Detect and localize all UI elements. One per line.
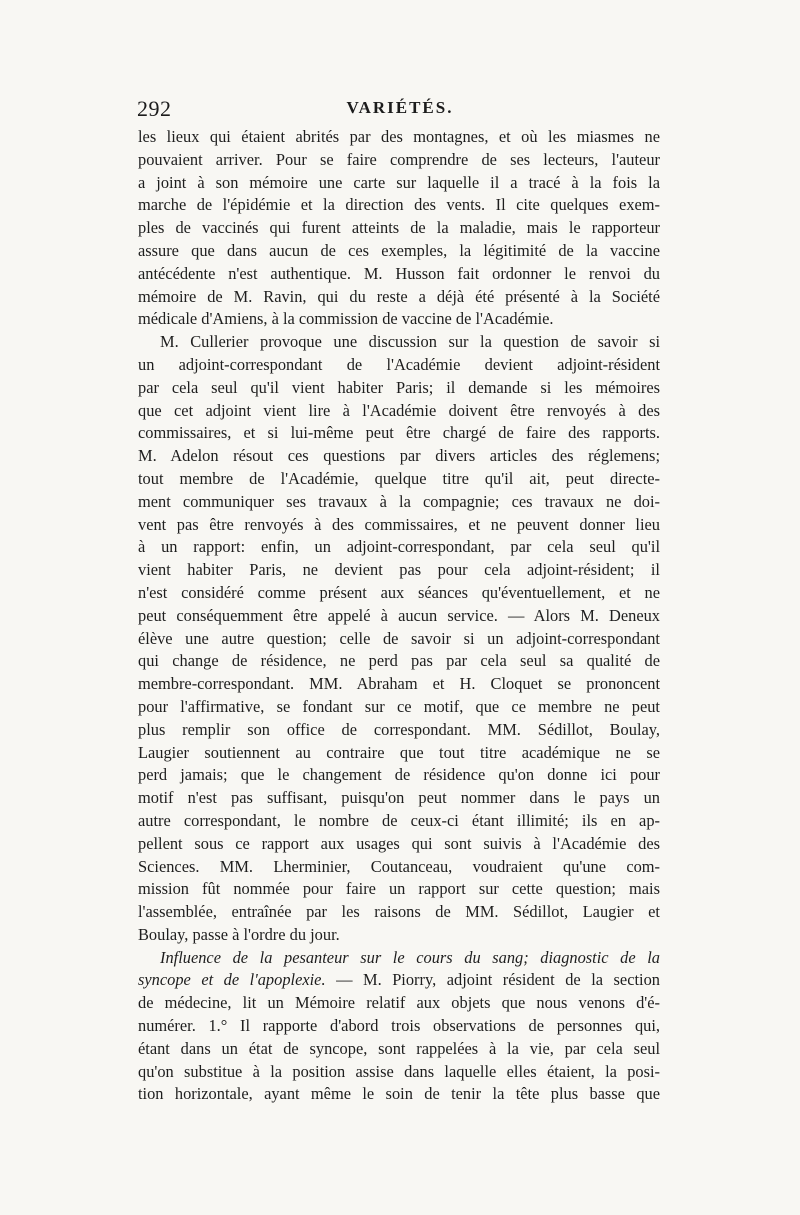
line-text: mémoire de M. Ravin, qui du reste a déjà été présenté à la Société [138, 286, 660, 306]
text-line [138, 263, 660, 286]
text-line [138, 126, 660, 149]
text-line [138, 514, 660, 537]
text-line [138, 901, 660, 924]
text-line [138, 628, 660, 651]
line-text: médicale d'Amiens, à la commission de vaccine de l'Académie. [138, 309, 554, 329]
text-line [138, 787, 660, 810]
line-text: un adjoint-correspondant de l'Académie devient adjoint-résident [138, 354, 660, 374]
text-line [138, 491, 660, 514]
text-line [138, 445, 660, 468]
line-text: qu'on substitue à la position assise dans laquelle elles étaient, la posi- [138, 1061, 660, 1081]
text-line [138, 673, 660, 696]
text-line [138, 878, 660, 901]
line-text: tout membre de l'Académie, quelque titre qu'il ait, peut directe- [138, 468, 660, 488]
text-line [138, 969, 660, 992]
text-line [138, 924, 660, 947]
line-text: ples de vaccinés qui furent atteints de la maladie, mais le rapporteur [138, 218, 660, 238]
page-header [137, 96, 663, 126]
line-text: que cet adjoint vient lire à l'Académie doivent être renvoyés à des [138, 400, 660, 420]
text-line [138, 1061, 660, 1084]
text-line [138, 1015, 660, 1038]
text-line [138, 194, 660, 217]
page-number: 292 [137, 96, 172, 121]
text-line [138, 468, 660, 491]
text-line [138, 696, 660, 719]
text-line [138, 582, 660, 605]
line-text: — M. Piorry, adjoint résident de la section [325, 970, 660, 990]
text-line [138, 536, 660, 559]
body-text [138, 126, 660, 1106]
text-line [138, 764, 660, 787]
text-line [138, 422, 660, 445]
line-text: tion horizontale, ayant même le soin de tenir la tête plus basse que [138, 1084, 660, 1104]
text-line [138, 217, 660, 240]
line-text: les lieux qui étaient abrités par des montagnes, et où les miasmes ne [138, 127, 660, 146]
line-text: Laugier soutiennent au contraire que tout titre académique ne se [138, 742, 660, 762]
text-line [138, 308, 660, 331]
line-text: numérer. 1.° Il rapporte d'abord trois observations de personnes qui, [138, 1016, 660, 1036]
text-line [138, 286, 660, 309]
text-line [138, 377, 660, 400]
line-text: plus remplir son office de correspondant. MM. Sédillot, Boulay, [138, 719, 660, 739]
italic-heading: Influence de la pesanteur sur le cours du sang; diagnostic de la [160, 947, 660, 967]
text-line [138, 650, 660, 673]
line-text: élève une autre question; celle de savoir si un adjoint-correspondant [138, 628, 660, 648]
line-text: motif n'est pas suffisant, puisqu'on peut nommer dans le pays un [138, 788, 660, 808]
text-line [138, 992, 660, 1015]
line-text: de médecine, lit un Mémoire relatif aux objets que nous venons d'é- [138, 993, 660, 1013]
line-text: pellent sous ce rapport aux usages qui sont suivis à l'Académie des [138, 833, 660, 853]
text-line [138, 1038, 660, 1061]
text-line [138, 400, 660, 423]
text-line [138, 833, 660, 856]
line-text: perd jamais; que le changement de résidence qu'on donne ici pour [138, 765, 660, 785]
text-line [138, 947, 660, 970]
text-line [138, 1083, 660, 1106]
text-line [138, 742, 660, 765]
text-line [138, 354, 660, 377]
line-text: Sciences. MM. Lherminier, Coutanceau, voudraient qu'une com- [138, 856, 660, 876]
text-line [138, 331, 660, 354]
text-line [138, 810, 660, 833]
line-text: antécédente n'est authentique. M. Husson fait ordonner le renvoi du [138, 263, 660, 283]
line-text: n'est considéré comme présent aux séances qu'éventuellement, et ne [138, 582, 660, 602]
line-text: Boulay, passe à l'ordre du jour. [138, 924, 340, 944]
line-text: vient habiter Paris, ne devient pas pour cela adjoint-résident; il [138, 560, 660, 580]
running-head: VARIÉTÉS. [346, 98, 454, 117]
line-text: étant dans un état de syncope, sont rappelées à la vie, par cela seul [138, 1038, 660, 1058]
text-line [138, 719, 660, 742]
line-text: à un rapport: enfin, un adjoint-correspondant, par cela seul qu'il [138, 537, 660, 557]
line-text: ment communiquer ses travaux à la compagnie; ces travaux ne doi- [138, 491, 660, 511]
line-text: vent pas être renvoyés à des commissaires, et ne peuvent donner lieu [138, 514, 660, 534]
line-text: M. Cullerier provoque une discussion sur la question de savoir si [160, 332, 660, 352]
line-text: pour l'affirmative, se fondant sur ce motif, que ce membre ne peut [138, 696, 660, 716]
line-text: qui change de résidence, ne perd pas par cela seul sa qualité de [138, 651, 660, 671]
line-text: membre-correspondant. MM. Abraham et H. Cloquet se prononcent [138, 674, 660, 694]
line-text: par cela seul qu'il vient habiter Paris; il demande si les mémoires [138, 377, 660, 397]
line-text: marche de l'épidémie et la direction des vents. Il cite quelques exem- [138, 195, 660, 215]
line-text: autre correspondant, le nombre de ceux-ci étant illimité; ils en ap- [138, 810, 660, 830]
line-text: pouvaient arriver. Pour se faire comprendre de ses lecteurs, l'auteur [138, 149, 660, 169]
line-text: a joint à son mémoire une carte sur laquelle il a tracé à la fois la [138, 172, 660, 192]
line-text: mission fût nommée pour faire un rapport sur cette question; mais [138, 879, 660, 899]
line-text: assure que dans aucun de ces exemples, la légitimité de la vaccine [138, 240, 660, 260]
line-text: l'assemblée, entraînée par les raisons de MM. Sédillot, Laugier et [138, 902, 660, 922]
text-line [138, 172, 660, 195]
text-line [138, 605, 660, 628]
text-line [138, 240, 660, 263]
text-line [138, 856, 660, 879]
line-text: M. Adelon résout ces questions par divers articles des réglemens; [138, 446, 660, 466]
text-line [138, 559, 660, 582]
text-line [138, 149, 660, 172]
line-text: commissaires, et si lui-même peut être chargé de faire des rapports. [138, 423, 660, 443]
line-text: peut conséquemment être appelé à aucun service. — Alors M. Deneux [138, 605, 660, 625]
italic-heading: syncope et de l'apoplexie. [138, 970, 326, 990]
